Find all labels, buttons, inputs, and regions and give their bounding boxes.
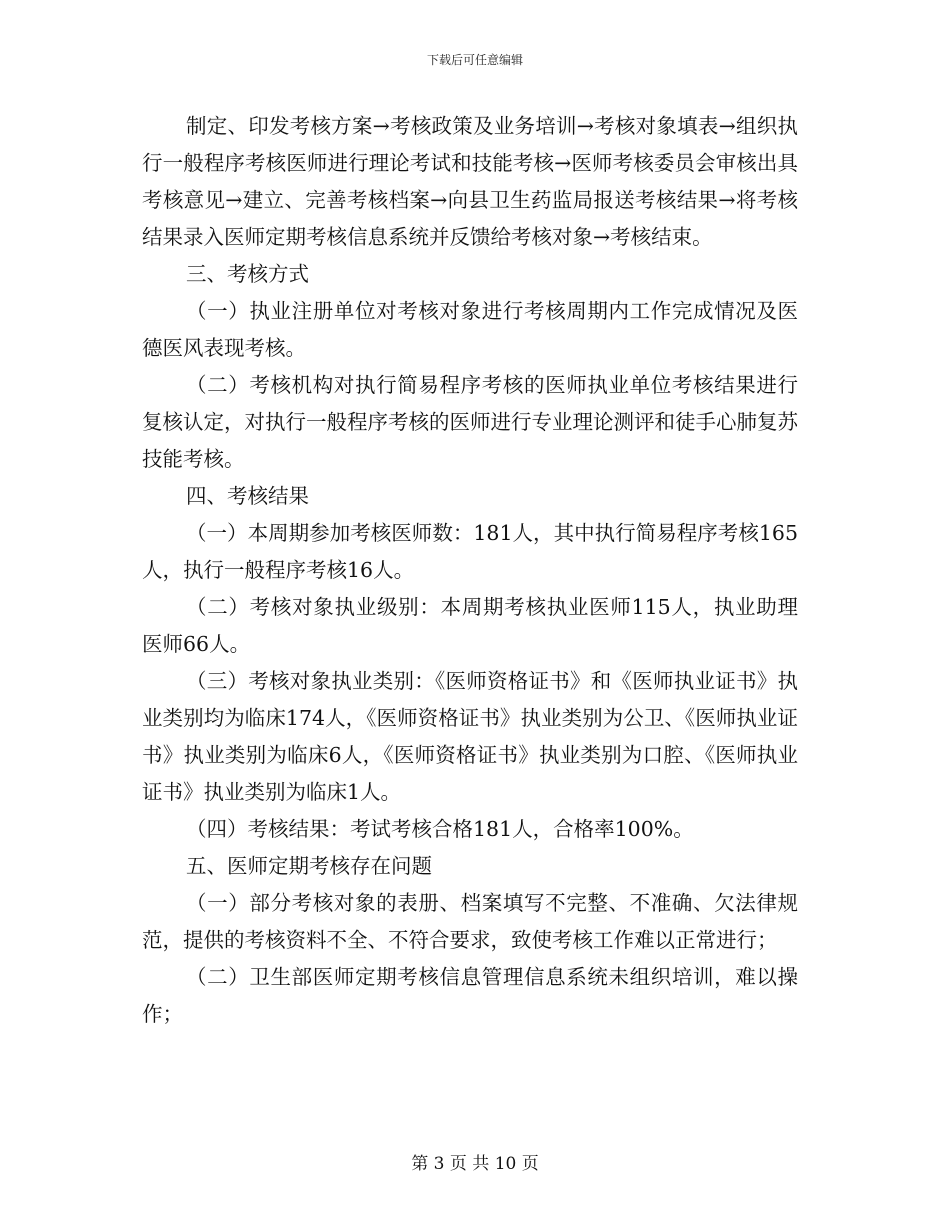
page-number: 第 3 页 共 10 页 [411,1154,539,1174]
paragraph-result-1: （一）本周期参加考核医师数：181人，其中执行简易程序考核165人，执行一般程序考核16人。 [142,521,798,582]
paragraph-result-4: （四）考核结果：考试考核合格181人，合格率100%。 [186,817,694,841]
paragraph-result-3: （三）考核对象执业类别：《医师资格证书》和《医师执业证书》执业类别均为临床174人，《医师资格证书》执业类别为公卫、《医师执业证书》执业类别为临床6人，《医师资格证书》执业类别为口腔、《医师执业证书》执业类别为临床1人。 [142,669,798,804]
page-header: 下载后可任意编辑 [426,53,523,67]
section-heading-problems: 五、医师定期考核存在问题 [186,854,432,878]
paragraph-problem-1: （一）部分考核对象的表册、档案填写不完整、不准确、欠法律规范，提供的考核资料不全、不符合要求，致使考核工作难以正常进行； [142,891,798,952]
section-heading-assessment-method: 三、考核方式 [186,262,309,286]
paragraph-result-2: （二）考核对象执业级别：本周期考核执业医师115人，执业助理医师66人。 [142,595,798,656]
section-heading-assessment-results: 四、考核结果 [186,484,309,508]
paragraph-process-flow: 制定、印发考核方案→考核政策及业务培训→考核对象填表→组织执行一般程序考核医师进行理论考试和技能考核→医师考核委员会审核出具考核意见→建立、完善考核档案→向县卫生药监局报送考核结果→将考核结果录入医师定期考核信息系统并反馈给考核对象→考核结束。 [142,114,798,249]
document-body [142,108,798,1033]
paragraph-problem-2: （二）卫生部医师定期考核信息管理信息系统未组织培训，难以操作； [142,965,798,1026]
paragraph-method-1: （一）执业注册单位对考核对象进行考核周期内工作完成情况及医德医风表现考核。 [142,299,798,360]
paragraph-method-2: （二）考核机构对执行简易程序考核的医师执业单位考核结果进行复核认定，对执行一般程序考核的医师进行专业理论测评和徒手心肺复苏技能考核。 [142,373,798,471]
